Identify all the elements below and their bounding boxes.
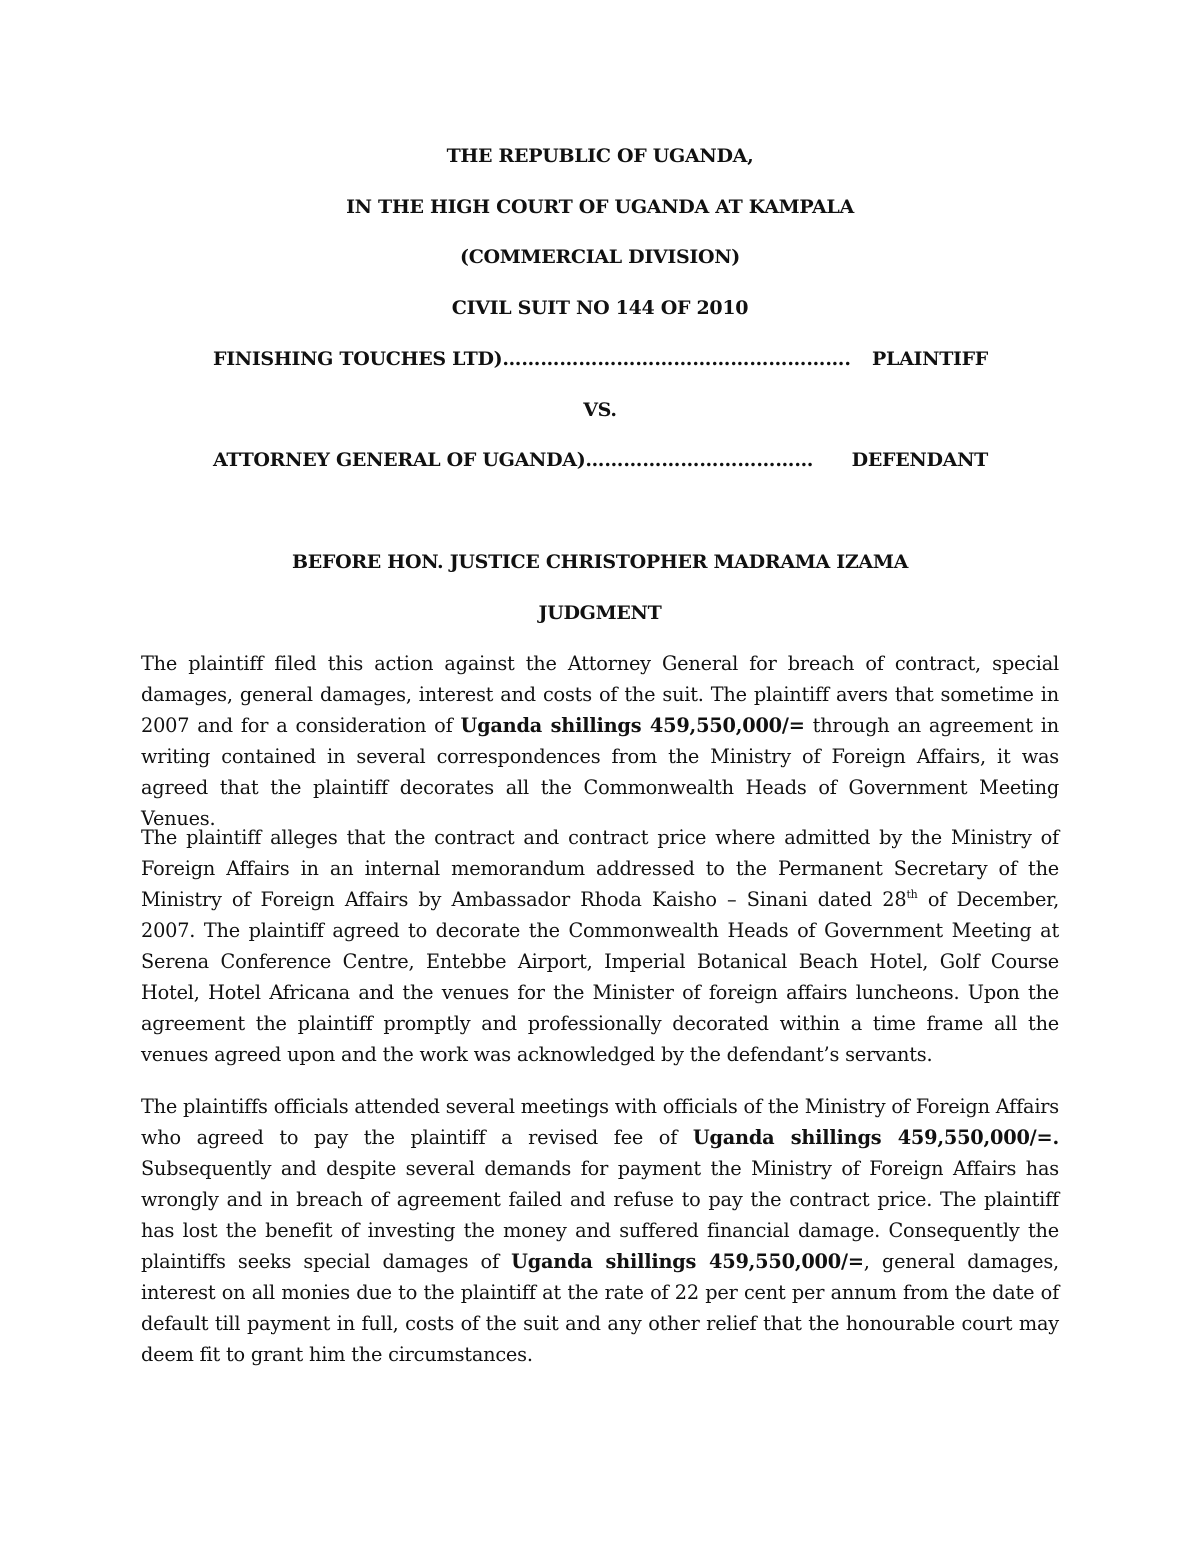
defendant-name: ATTORNEY GENERAL OF UGANDA) (213, 449, 586, 471)
defendant-dots: ……………………………… (585, 449, 814, 471)
paragraph-2-text-b: of December, 2007. The plaintiff agreed to decorate the Commonwealth Heads of Government Meeting at Serena Conference Centre, Entebbe Airport, Imperial Botanical Beach Hotel, Golf Course Hotel, Hotel Africana and the venues for the Minister of foreign affairs luncheons. Upon the agreement the plaintiff promptly and professionally decorated within a time frame all the venues agreed upon and the work was acknowledged by the defendant’s servants. (141, 888, 1060, 1066)
paragraph-3 (141, 1091, 1059, 1370)
court-heading: IN THE HIGH COURT OF UGANDA AT KAMPALA (346, 196, 854, 218)
republic-heading: THE REPUBLIC OF UGANDA, (446, 145, 754, 167)
paragraph-2-text-a: The plaintiff alleges that the contract and contract price where admitted by the Ministry of Foreign Affairs in an internal memorandum addressed to the Permanent Secretary of the Ministry of Foreign Affairs by Ambassador Rhoda Kaisho – Sinani dated 28 (141, 826, 1059, 911)
paragraph-1 (141, 648, 1059, 834)
versus: VS. (583, 399, 617, 421)
paragraph-3-text-c: , general damages, interest on all monies due to the plaintiff at the rate of 22 per cent per annum from the date of default till payment in full, costs of the suit and any other relief that the honourable court may deem fit to grant him the circumstances. (141, 1250, 1059, 1366)
paragraph-3-amount-1: Uganda shillings 459,550,000/=. (692, 1126, 1059, 1149)
coram: BEFORE HON. JUSTICE CHRISTOPHER MADRAMA IZAMA (291, 551, 909, 573)
plaintiff-role: PLAINTIFF (872, 348, 988, 370)
paragraph-2 (141, 822, 1059, 1070)
paragraph-3-text-a: The plaintiffs officials attended several meetings with officials of the Ministry of Foreign Affairs who agreed to pay the plaintiff a revised fee of (141, 1095, 1059, 1149)
defendant-role: DEFENDANT (851, 449, 988, 471)
paragraph-1-text-b: through an agreement in writing contained in several correspondences from the Ministry of Foreign Affairs, it was agreed that the plaintiff decorates all the Commonwealth Heads of Government Meeting Venues. (141, 714, 1059, 830)
judgment-title: JUDGMENT (538, 602, 662, 624)
plaintiff-dots: ………………………………………………. (502, 348, 851, 370)
suit-number: CIVIL SUIT NO 144 OF 2010 (451, 297, 749, 319)
paragraph-1-amount: Uganda shillings 459,550,000/= (460, 714, 805, 737)
paragraph-3-text-b: Subsequently and despite several demands for payment the Ministry of Foreign Affairs has wrongly and in breach of agreement failed and refuse to pay the contract price. The plaintiff has lost the benefit of investing the money and suffered financial damage. Consequently the plaintiffs seeks special damages of (141, 1157, 1059, 1273)
paragraph-3-amount-2: Uganda shillings 459,550,000/= (511, 1250, 864, 1273)
plaintiff-line (213, 348, 988, 370)
division-heading: (COMMERCIAL DIVISION) (460, 246, 740, 268)
ordinal-superscript: th (906, 888, 918, 901)
plaintiff-name: FINISHING TOUCHES LTD) (213, 348, 503, 370)
paragraph-1-text-a: The plaintiff filed this action against the Attorney General for breach of contract, special damages, general damages, interest and costs of the suit. The plaintiff avers that sometime in 2007 and for a consideration of (141, 652, 1059, 737)
defendant-line (213, 449, 988, 471)
